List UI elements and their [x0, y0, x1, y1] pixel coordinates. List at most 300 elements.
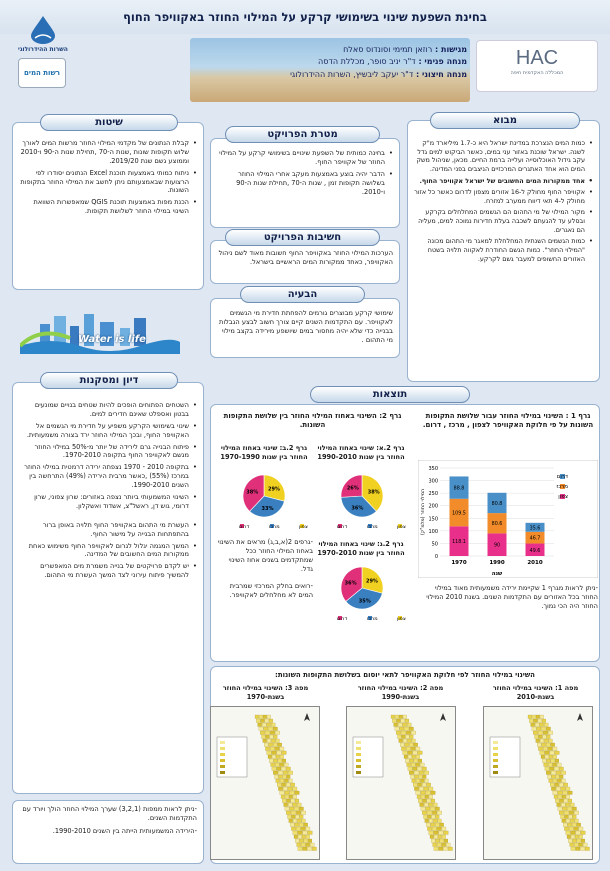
map-cell — [421, 791, 426, 795]
map-cell — [280, 763, 284, 767]
map-cell — [543, 731, 548, 735]
map-cell — [437, 827, 441, 831]
map-cell — [544, 763, 548, 767]
map-cell — [563, 807, 567, 811]
map-cell — [555, 751, 560, 755]
legend-label: מרכז — [367, 616, 378, 622]
discussion-panel — [12, 382, 204, 794]
bar-data-label: 88.8 — [453, 486, 465, 492]
pie-note-2: -רואים בחלק המרכזי שמרבית המים לא מחלחלים לאקוויפר. — [229, 582, 313, 599]
map-cell — [408, 755, 412, 759]
map-cell — [579, 843, 583, 847]
map-cell — [550, 751, 555, 755]
map-cell — [280, 755, 284, 759]
bar-data-label: 49.6 — [529, 548, 541, 554]
map-cell — [281, 795, 285, 799]
map-legend-swatch — [356, 759, 361, 762]
map-cell — [395, 727, 399, 731]
map-cell — [424, 771, 429, 775]
map-cell — [271, 723, 275, 727]
map-cell — [277, 783, 281, 787]
legend-label: צפון — [299, 524, 308, 530]
map-cell — [551, 771, 556, 775]
map-legend-swatch — [493, 741, 498, 744]
hac-subtitle: המכללה האקדמית חיפה — [510, 70, 564, 76]
water-authority-text: רשות המים — [24, 69, 60, 77]
map-cell — [424, 815, 428, 819]
map-cell — [399, 715, 403, 719]
map-cell — [283, 771, 288, 775]
map-cell — [431, 823, 435, 827]
map-cell — [402, 735, 406, 739]
map-cell — [275, 775, 279, 779]
map-cell — [439, 831, 444, 835]
map-cell — [418, 751, 423, 755]
map-cell — [444, 839, 448, 843]
pie-data-label: 29% — [267, 486, 280, 493]
map-cell — [555, 799, 559, 803]
map-cell — [391, 715, 395, 719]
bar-data-label: 35.6 — [529, 526, 541, 532]
map-cell — [545, 767, 549, 771]
legend-label: מרכז — [367, 524, 378, 530]
map-cell — [435, 823, 439, 827]
map-cell — [564, 783, 568, 787]
map-cell — [416, 791, 421, 795]
map-cell — [570, 819, 574, 823]
discussion-item: • השטחים הפתוחים הופכים להיות שטחים בנויים שמונעים בבטון ואספלט שאינם חדירים למים. — [19, 401, 197, 419]
map-cell — [577, 823, 581, 827]
map-cell — [426, 823, 430, 827]
map-cell — [420, 803, 424, 807]
map-cell — [442, 843, 446, 847]
map-cell — [286, 767, 290, 771]
map-cell — [403, 751, 408, 755]
map-cell — [401, 731, 406, 735]
map-legend-swatch — [220, 771, 225, 774]
map-cell — [301, 843, 305, 847]
map-cell — [406, 731, 411, 735]
legend-label: צפון — [397, 524, 406, 530]
map-cell — [276, 739, 280, 743]
pie-chart-1990-2010 — [316, 470, 408, 532]
maps-title: השינוי במילוי החוזר לפי חלוקת האקוויפר לתאי יוסום בשלושת התקופות השונות: — [275, 671, 535, 679]
map-cell — [446, 843, 450, 847]
graph1-caption: -ניתן לראות מגרף 1 שקיימת ירידה משמעותית מאוד במילוי החוזר בכל האזורים עם התקדמות השנים. בשנת 2010 המילוי החוזר היה הכי נמוך. — [426, 584, 598, 610]
map-cell — [549, 755, 553, 759]
map-cell — [580, 847, 584, 851]
map-cell — [395, 715, 399, 719]
y-tick-label: 250 — [428, 491, 438, 498]
map-cell — [293, 819, 297, 823]
external-advisor: ד"ר יעקב ליבשיץ, השרות ההידרולוגי — [290, 69, 414, 79]
legend-label: מרכז — [269, 524, 280, 530]
map-cell — [285, 791, 290, 795]
map-cell — [560, 799, 564, 803]
map-cell — [283, 787, 287, 791]
legend-label: דרום — [239, 524, 250, 530]
map-cell — [548, 747, 552, 751]
map-legend-swatch — [220, 741, 225, 744]
map-cell — [431, 799, 435, 803]
map-legend-swatch — [493, 747, 498, 750]
hydrological-service-logo — [14, 14, 72, 58]
map-cell — [442, 827, 446, 831]
map-cell — [270, 731, 275, 735]
x-tick-label: 2010 — [527, 560, 543, 566]
map-cell — [300, 839, 304, 843]
map-cell — [308, 831, 313, 835]
map-cell — [549, 739, 553, 743]
map-cell — [282, 799, 286, 803]
bar-chart — [418, 460, 598, 578]
map-cell — [278, 743, 282, 747]
map-cell — [575, 835, 579, 839]
map-cell — [433, 819, 437, 823]
map-cell — [423, 799, 427, 803]
map-cell — [564, 827, 568, 831]
map-cell — [577, 839, 581, 843]
map-cell — [562, 795, 566, 799]
map-cell — [276, 779, 280, 783]
legend-label: צפון — [558, 494, 568, 500]
goal-item: • הדבר יהיה בוצע באמצעות מעקב אחרי המילוי החוזר בשלושה תקופות זמן , שנות ה-70 ,תחילת שנות ה-90 ו-2010. — [217, 170, 393, 197]
map-cell — [434, 831, 439, 835]
map-2010 — [483, 706, 593, 860]
map-cell — [293, 795, 297, 799]
map-cell — [418, 799, 422, 803]
map-cell — [405, 719, 409, 723]
map-cell — [581, 831, 586, 835]
map-cell — [417, 795, 421, 799]
x-tick-label: 1990 — [489, 560, 505, 566]
map-cell — [285, 807, 289, 811]
poster-title: בחינת השפעת שינוי בשימושי קרקע על המילוי החוזר באקוויפר החוף — [0, 0, 610, 34]
map-cell — [403, 715, 407, 719]
map-cell — [425, 795, 429, 799]
map-cell — [407, 723, 411, 727]
intro-header: מבוא — [430, 112, 580, 129]
bar-data-label: 118.1 — [452, 540, 466, 546]
map-legend-swatch — [493, 771, 498, 774]
pie-data-label: 35% — [358, 598, 371, 605]
map-cell — [571, 835, 575, 839]
map-cell — [289, 779, 293, 783]
map-cell — [416, 747, 420, 751]
map-cell — [564, 811, 569, 815]
water-authority-logo — [18, 58, 66, 88]
map1-title: מפה 1: השינוי במילוי החוזר בשנת-2010 — [492, 684, 579, 701]
map-cell — [297, 843, 301, 847]
bar-data-label: 80.8 — [491, 501, 503, 507]
map-cell — [272, 755, 276, 759]
map-cell — [271, 739, 275, 743]
map-cell — [572, 807, 576, 811]
map-cell — [408, 767, 412, 771]
map-cell — [411, 747, 415, 751]
map-cell — [289, 819, 293, 823]
map-cell — [260, 731, 265, 735]
map-cell — [541, 727, 545, 731]
map-cell — [271, 763, 275, 767]
intro-p3: • אקוויפר החוף מחולק ל-16 אזורים מצפון לדרום כאשר כל אזור מחולק ל-4 תאי דיווח ממערב למזרח. — [414, 188, 593, 205]
map-cell — [424, 787, 428, 791]
map-legend-swatch — [493, 765, 498, 768]
map-cell — [561, 815, 565, 819]
map-cell — [268, 755, 272, 759]
map-cell — [270, 735, 274, 739]
map-cell — [399, 739, 403, 743]
map-cell — [540, 715, 544, 719]
map-cell — [282, 759, 286, 763]
map-cell — [302, 819, 306, 823]
map-cell — [398, 735, 402, 739]
map-cell — [420, 779, 424, 783]
map-cell — [574, 843, 578, 847]
map-cell — [297, 819, 301, 823]
pie3-title: גרף 2.ג: שינוי באחוז המילוי החוזר בין שנות 1970-2010 — [317, 540, 405, 557]
map-cell — [298, 835, 302, 839]
methods-header: שיטות — [40, 114, 178, 131]
map-cell — [567, 807, 571, 811]
map-cell — [542, 759, 546, 763]
map-cell — [533, 731, 538, 735]
map-cell — [546, 743, 550, 747]
y-tick-label: 350 — [428, 466, 438, 472]
map-cell — [413, 767, 417, 771]
map-cell — [293, 787, 297, 791]
map-cell — [437, 811, 442, 815]
legend-label: צפון — [397, 616, 406, 622]
map-cell — [440, 823, 444, 827]
map-cell — [420, 763, 424, 767]
map-cell — [414, 759, 418, 763]
map-cell — [277, 751, 282, 755]
map-cell — [436, 815, 440, 819]
map-cell — [557, 803, 561, 807]
map-cell — [291, 783, 295, 787]
map-cell — [306, 827, 310, 831]
map-cell — [296, 815, 300, 819]
map-cell — [546, 727, 550, 731]
pie-data-label: 38% — [246, 489, 259, 496]
map-cell — [266, 735, 270, 739]
bar-data-label: 80.6 — [491, 522, 503, 528]
map-cell — [422, 767, 426, 771]
internal-advisor: ד"ר יניב סופר, מכללת הדסה — [318, 57, 416, 67]
map-cell — [265, 731, 270, 735]
map-legend-swatch — [356, 771, 361, 774]
map-cell — [543, 735, 547, 739]
map-cell — [551, 743, 555, 747]
map-cell — [296, 827, 300, 831]
map-cell — [282, 783, 286, 787]
map-cell — [263, 739, 267, 743]
map-cell — [308, 839, 312, 843]
intro-panel — [407, 120, 600, 382]
map-cell — [312, 847, 316, 851]
legend-label: דרום — [337, 616, 348, 622]
pie2-title: גרף 2.א: שינוי באחוז המילוי החוזר בין שנות 1990-2010 — [317, 444, 405, 461]
map-cell — [421, 795, 425, 799]
map-cell — [531, 723, 535, 727]
map-cell — [303, 847, 307, 851]
methods-item: • קבלת הנתונים של מקדמי המילוי החוזר מרשות המים לאורך שלוש תקופות שונות ,שנות ה-70 ,תחילת שנות ה-90 ו-2010 וממוצע גשם שנת 2019/20. — [19, 139, 197, 166]
map-cell — [417, 767, 421, 771]
map-cell — [557, 779, 561, 783]
map-cell — [562, 819, 566, 823]
results-header: תוצאות — [310, 386, 470, 403]
map-cell — [405, 759, 409, 763]
map-cell — [298, 847, 302, 851]
map-cell — [407, 763, 411, 767]
legend-label: דרום — [556, 474, 568, 480]
map-cell — [290, 807, 294, 811]
map-cell — [273, 743, 277, 747]
map-cell — [534, 719, 538, 723]
map-legend-swatch — [356, 747, 361, 750]
map-cell — [416, 755, 420, 759]
map-cell — [401, 719, 405, 723]
map-cell — [274, 735, 278, 739]
map-cell — [547, 759, 551, 763]
bar-data-label: 46.7 — [529, 536, 541, 542]
map-cell — [563, 823, 567, 827]
map-cell — [559, 811, 564, 815]
map2-title: מפה 2: השינוי במילוי החוזר בשנת-1990 — [357, 684, 444, 701]
map-cell — [256, 719, 260, 723]
map-cell — [278, 771, 283, 775]
problem-panel — [210, 298, 400, 358]
map-cell — [269, 719, 273, 723]
map-cell — [553, 791, 558, 795]
map-cell — [272, 767, 276, 771]
map-legend-swatch — [493, 759, 498, 762]
map-cell — [579, 827, 583, 831]
map-cell — [288, 787, 292, 791]
goal-header: מטרת הפרויקט — [225, 126, 380, 143]
map-cell — [556, 771, 561, 775]
map-cell — [543, 747, 547, 751]
map-cell — [409, 771, 414, 775]
map-cell — [558, 795, 562, 799]
students-names: רוזאן תמימי וסונדוס סאלח — [343, 45, 433, 54]
map-cell — [540, 739, 544, 743]
map-cell — [400, 727, 404, 731]
map-cell — [286, 783, 290, 787]
map-cell — [280, 779, 284, 783]
map-cell — [572, 823, 576, 827]
map-cell — [406, 747, 410, 751]
map-cell — [291, 799, 295, 803]
map-cell — [545, 751, 550, 755]
map-cell — [436, 839, 440, 843]
map-cell — [290, 791, 295, 795]
map-cell — [261, 719, 265, 723]
map-cell — [573, 839, 577, 843]
map-cell — [536, 739, 540, 743]
bar-data-label: 90 — [493, 543, 501, 549]
map-cell — [429, 795, 433, 799]
map-cell — [410, 759, 414, 763]
map-cell — [284, 803, 288, 807]
map-cell — [552, 775, 556, 779]
map-cell — [405, 743, 409, 747]
map-cell — [429, 831, 434, 835]
map-cell — [282, 751, 287, 755]
map-cell — [287, 799, 291, 803]
pie-chart-1970-1990 — [218, 470, 310, 532]
methods-item: • הכנת מפות באמצעות תוכנת QGIS שמאפשרות השוואת השינוי במילוי החוזר לשלושת תקופות. — [19, 198, 197, 216]
map-cell — [287, 775, 291, 779]
map-cell — [275, 763, 279, 767]
y-tick-label: 150 — [428, 516, 438, 523]
map-cell — [414, 743, 418, 747]
map-cell — [559, 783, 563, 787]
map-cell — [414, 771, 419, 775]
y-tick-label: 200 — [428, 503, 438, 510]
map-cell — [427, 811, 432, 815]
map-cell — [269, 759, 273, 763]
map-cell — [301, 811, 306, 815]
y-tick-label: 300 — [428, 478, 438, 485]
water-is-life-illustration — [20, 306, 180, 354]
pie-data-label: 36% — [351, 505, 364, 512]
map-cell — [566, 803, 570, 807]
map-cell — [392, 719, 396, 723]
map-cell — [568, 823, 572, 827]
map-cell — [555, 783, 559, 787]
map-cell — [276, 755, 280, 759]
map-cell — [401, 747, 405, 751]
map-cell — [406, 735, 410, 739]
map-cell — [432, 811, 437, 815]
map-cell — [421, 807, 425, 811]
map-cell — [425, 819, 429, 823]
map-cell — [427, 827, 431, 831]
map-cell — [427, 799, 431, 803]
methods-panel — [12, 122, 204, 290]
map-cell — [306, 835, 310, 839]
map-cell — [259, 727, 263, 731]
map-cell — [540, 751, 545, 755]
map-cell — [404, 755, 408, 759]
map-legend-swatch — [356, 765, 361, 768]
discussion-item: • השינוי המשמעותי ביותר נצפה באזורים: שרון צפוני, שרון דרומי, גוש דן, ראשל"צ, אשדוד ואשקלון. — [19, 493, 197, 511]
map-cell — [400, 743, 404, 747]
map-cell — [550, 767, 554, 771]
map-cell — [404, 727, 408, 731]
discussion-item: • פיתוח הבנייה גרם לירידה של יותר מ-50% במילוי החוזר מגשם לאקוויפר החוף בתקופה 1970-2010. — [19, 443, 197, 461]
map-1970 — [210, 706, 320, 860]
map-cell — [561, 787, 565, 791]
map-cell — [565, 815, 569, 819]
map-cell — [581, 839, 585, 843]
map-cell — [304, 823, 308, 827]
map-legend-swatch — [220, 753, 225, 756]
legend-label: מרכז — [556, 484, 568, 490]
map-legend-swatch — [220, 747, 225, 750]
map-cell — [403, 739, 407, 743]
map-cell — [438, 835, 442, 839]
map-cell — [566, 831, 571, 835]
y-axis-label: המילוי החוזר (מלמ"ק) — [421, 488, 426, 536]
pie-data-label: 36% — [344, 580, 357, 587]
map-cell — [535, 735, 539, 739]
map-cell — [429, 803, 433, 807]
map-cell — [286, 811, 291, 815]
map-cell — [295, 823, 299, 827]
